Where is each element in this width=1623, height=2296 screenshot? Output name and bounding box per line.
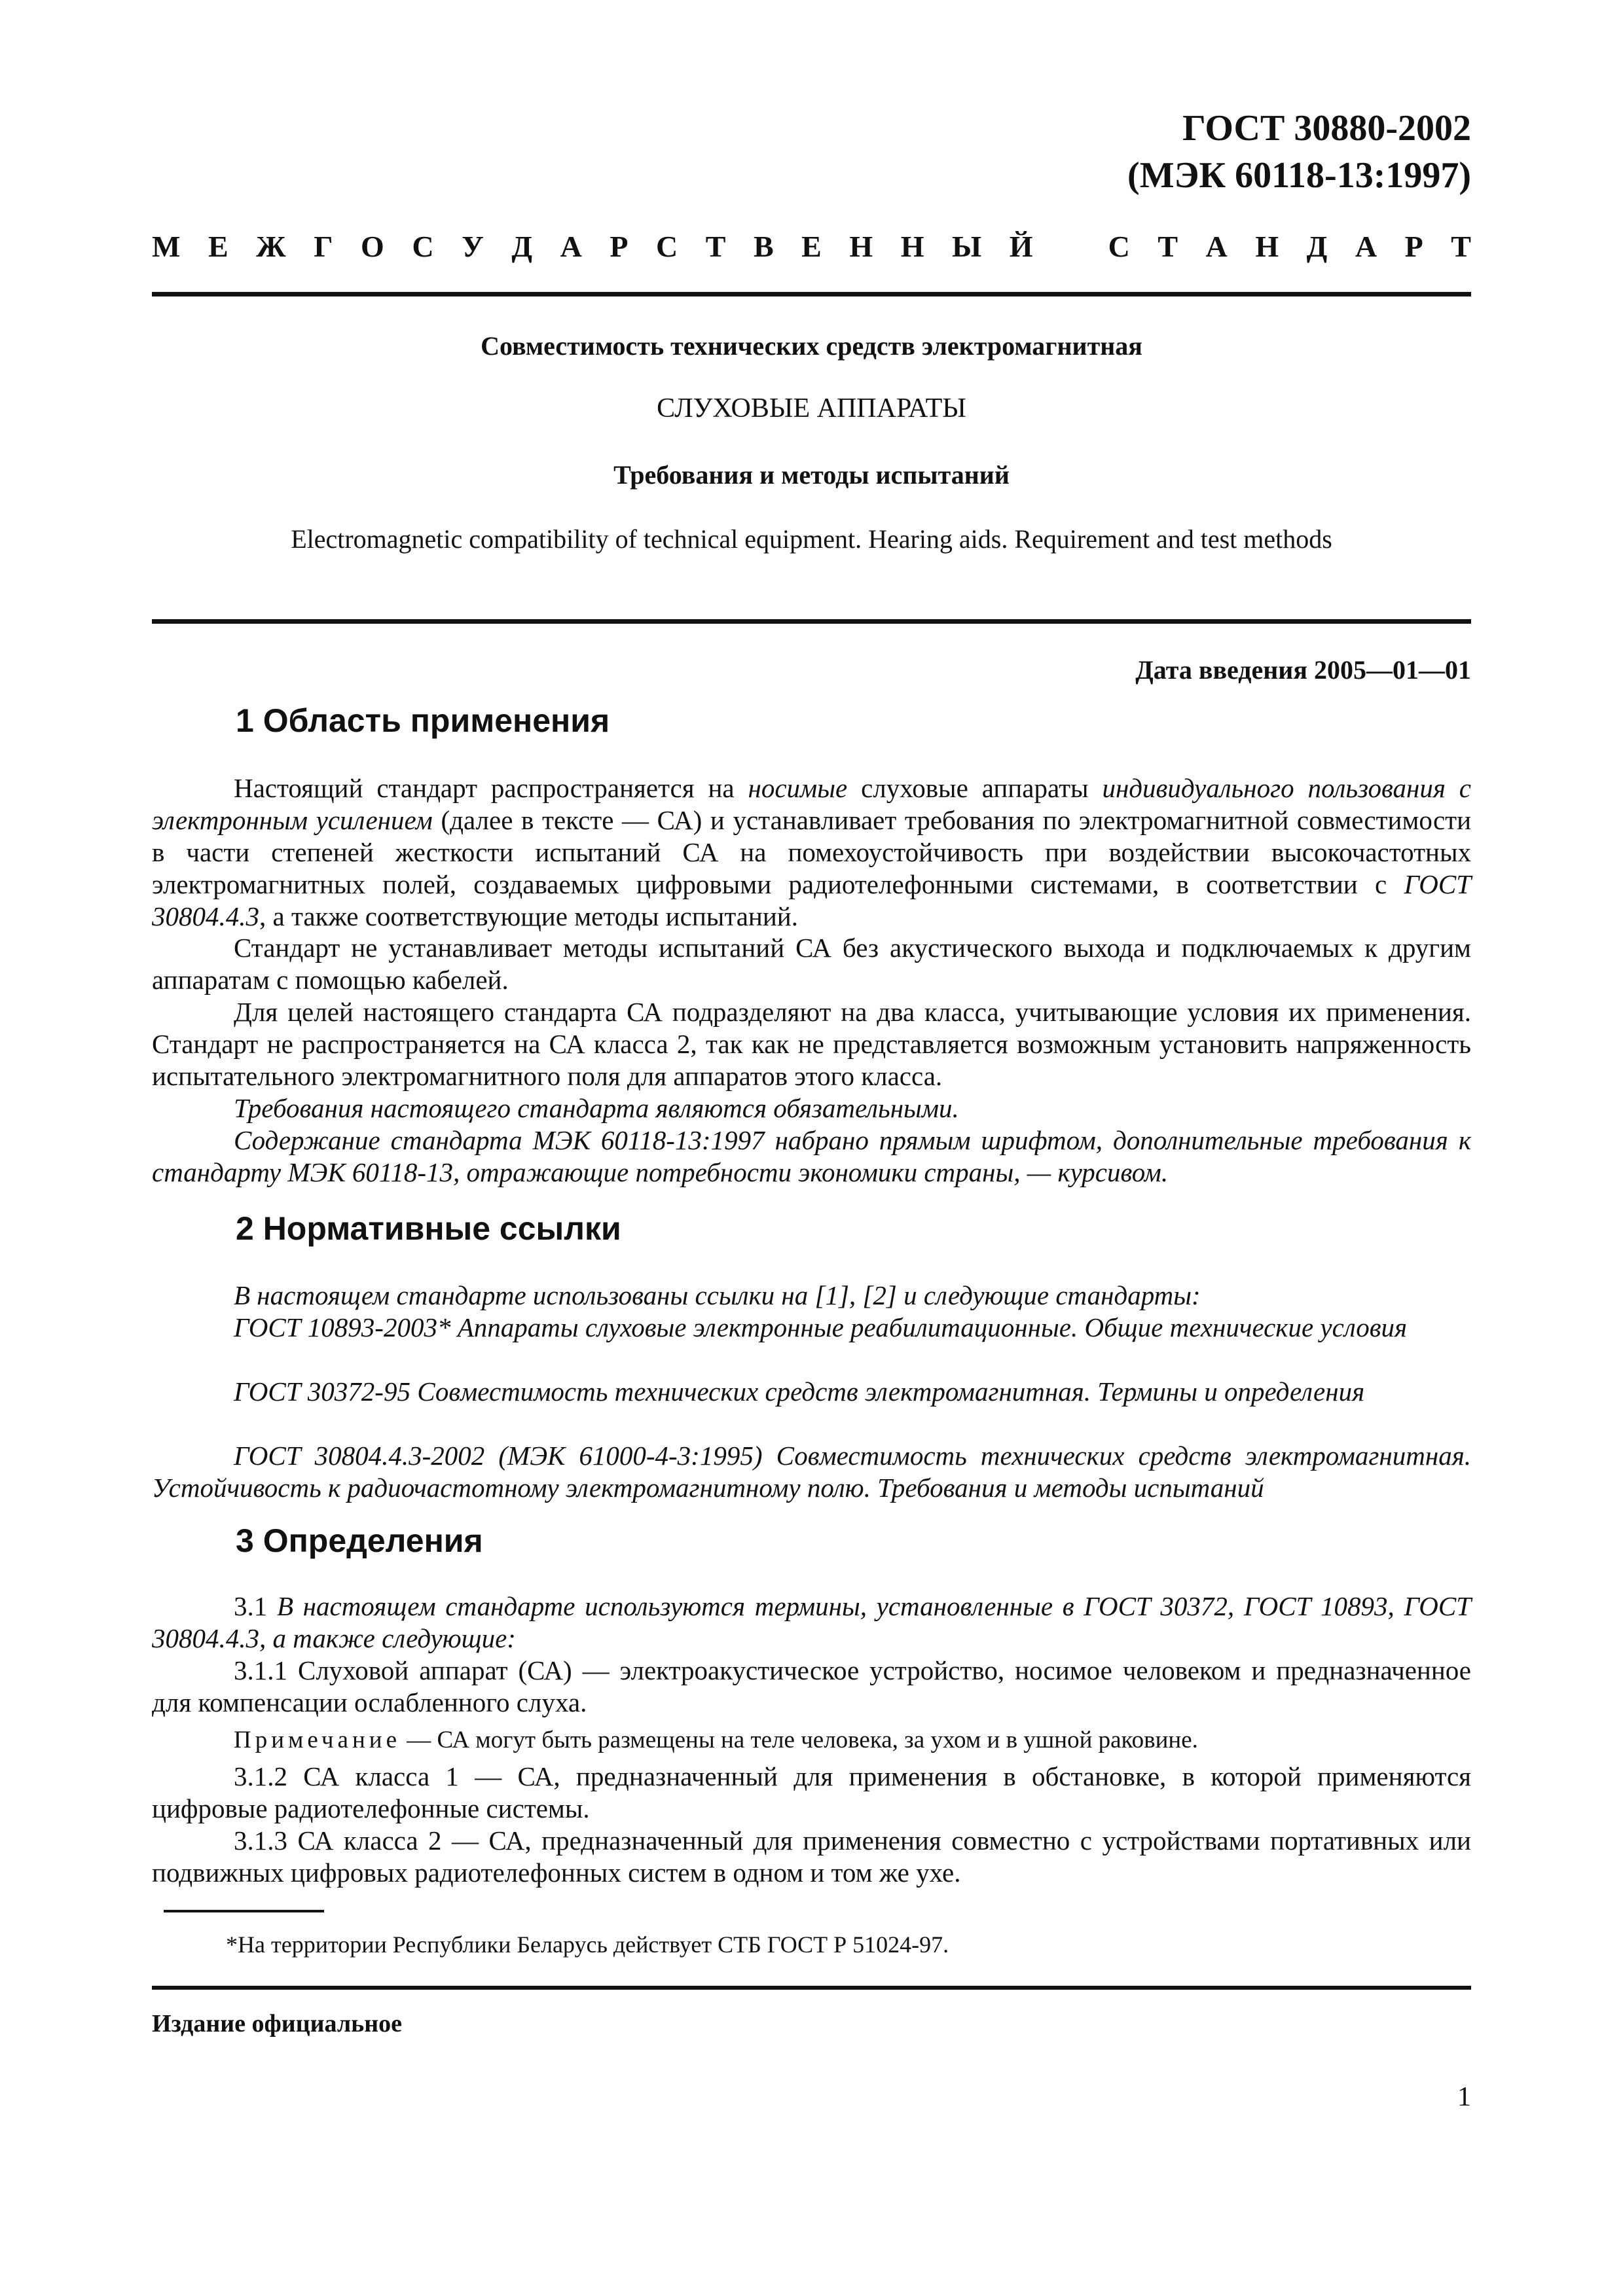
s3-p1-num: 3.1 xyxy=(234,1591,277,1621)
section2-paragraph4: ГОСТ 30804.4.3-2002 (МЭК 61000-4-3:1995) Совместимость технических средств электромагнитная. Устойчивость к радиочастотному электромагнитному полю. Требования и методы испытаний xyxy=(152,1441,1471,1503)
standard-type-letter: С xyxy=(412,230,434,263)
section1-paragraph5: Содержание стандарта МЭК 60118-13:1997 набрано прямым шрифтом, дополнительные требования к стандарту МЭК 60118-13, отражающие потребности экономики страны, — курсивом. xyxy=(152,1125,1471,1187)
section3-note xyxy=(152,1724,1471,1756)
standard-type-letter: С xyxy=(1108,230,1130,263)
s1-p1-f: ГОСТ 30804.4.3 xyxy=(152,869,1471,931)
section3-paragraph2: 3.1.1 Слуховой аппарат (СА) — электроакустическое устройство, носимое человеком и предназначенное для компенсации ослабленного слуха. xyxy=(152,1655,1471,1717)
standard-type-letter: А xyxy=(560,230,582,263)
footer-rule xyxy=(152,1986,1471,1990)
title-line2: СЛУХОВЫЕ АППАРАТЫ xyxy=(657,393,966,423)
section1-paragraph1 xyxy=(152,772,1471,933)
standard-type-letter: Е xyxy=(801,230,822,263)
standard-type-letter: Д xyxy=(511,230,533,263)
section3-paragraph3: 3.1.2 СА класса 1 — СА, предназначенный для применения в обстановке, в которой применяются цифровые радиотелефонные системы. xyxy=(152,1761,1471,1823)
title-line1: Совместимость технических средств электромагнитная xyxy=(481,331,1142,361)
note-text: — СА могут быть размещены на теле человека, за ухом и в ушной раковине. xyxy=(401,1727,1198,1753)
standard-type-letter: С xyxy=(655,230,678,263)
intro-date: Дата введения 2005—01—01 xyxy=(1135,655,1471,685)
s1-p1-c: слуховые аппараты xyxy=(847,773,1103,803)
s1-p1-g: , а также соответствующие методы испытаний. xyxy=(259,901,799,931)
header-rule xyxy=(152,292,1471,296)
footnote-rule xyxy=(164,1910,324,1912)
standard-type-letter: А xyxy=(1205,230,1228,263)
s1-p1-e: (далее в тексте — СА) и устанавливает требования по электромагнитной совместимости в части степеней жесткости испытаний СА на помехоустойчивость при воздействии высокочастотных электромагнитных полей, создаваемых цифровыми радиотелефонными системами, в соответствии с xyxy=(152,805,1472,899)
s1-p1-b: носимые xyxy=(748,773,848,803)
title-line3: Требования и методы испытаний xyxy=(613,460,1010,490)
standard-type-letter: Й xyxy=(1009,230,1033,263)
standard-type-letter: Е xyxy=(208,230,228,263)
iec-number: (МЭК 60118-13:1997) xyxy=(1127,155,1471,196)
standard-type xyxy=(152,229,1471,264)
section3-paragraph4: 3.1.3 СА класса 2 — СА, предназначенный для применения совместно с устройствами портативных или подвижных цифровых радиотелефонных систем в одном и том же ухе. xyxy=(152,1825,1471,1888)
footnote: *На территории Республики Беларусь действует СТБ ГОСТ Р 51024-97. xyxy=(226,1931,949,1958)
section1-heading: 1 Область применения xyxy=(236,702,610,739)
edition-label: Издание официальное xyxy=(152,2010,403,2037)
standard-type-letter: Т xyxy=(705,230,726,263)
standard-type-letter: О xyxy=(361,230,384,263)
standard-type-letter xyxy=(1061,229,1080,264)
standard-type-letter: Ы xyxy=(952,230,982,263)
section2-heading: 2 Нормативные ссылки xyxy=(236,1210,621,1247)
standard-type-letter: Т xyxy=(1451,230,1471,263)
standard-type-letter: Р xyxy=(1404,230,1423,263)
standard-type-letter: Г xyxy=(314,230,333,263)
standard-type-letter: У xyxy=(462,230,484,263)
section2-paragraph2: ГОСТ 10893-2003* Аппараты слуховые электронные реабилитационные. Общие технические условия xyxy=(234,1312,1408,1342)
standard-type-letter: Н xyxy=(900,230,924,263)
standard-type-letter: Н xyxy=(1255,230,1279,263)
note-label: Примечание xyxy=(234,1727,401,1753)
page-number: 1 xyxy=(1457,2082,1471,2112)
section3-heading: 3 Определения xyxy=(236,1522,483,1559)
gost-number: ГОСТ 30880-2002 xyxy=(1182,108,1471,149)
standard-type-letter: Р xyxy=(610,230,629,263)
title-rule xyxy=(152,619,1471,624)
section2-paragraph1: В настоящем стандарте использованы ссылки на [1], [2] и следующие стандарты: xyxy=(234,1280,1201,1310)
section1-paragraph3: Для целей настоящего стандарта СА подразделяют на два класса, учитывающие условия их применения. Стандарт не распространяется на СА класса 2, так как не представляется возможным установить напряженность испытательного электромагнитного поля для аппаратов этого класса. xyxy=(152,997,1471,1091)
s1-p1-a: Настоящий стандарт распространяется на xyxy=(234,773,748,803)
standard-type-letter: М xyxy=(152,230,181,263)
section1-paragraph4: Требования настоящего стандарта являются обязательными. xyxy=(234,1093,959,1123)
s1-p1-d: индивидуального пользования с электронным усилением xyxy=(152,773,1471,835)
section2-paragraph3: ГОСТ 30372-95 Совместимость технических средств электромагнитная. Термины и определения xyxy=(234,1376,1365,1407)
section3-paragraph1 xyxy=(152,1590,1471,1655)
standard-type-letter: Н xyxy=(849,230,873,263)
standard-type-letter: Ж xyxy=(256,230,286,263)
standard-type-letter: В xyxy=(753,230,774,263)
s3-p1-text: В настоящем стандарте используются термины, установленные в ГОСТ 30372, ГОСТ 10893, ГОСТ 30804.4.3, а также следующие: xyxy=(152,1591,1472,1653)
standard-type-letter: Д xyxy=(1306,230,1328,263)
standard-type-letter: А xyxy=(1355,230,1377,263)
title-english: Electromagnetic compatibility of technical equipment. Hearing aids. Requirement and test methods xyxy=(291,524,1332,554)
section1-paragraph2: Стандарт не устанавливает методы испытаний СА без акустического выхода и подключаемых к другим аппаратам с помощью кабелей. xyxy=(152,933,1471,995)
standard-type-letter: Т xyxy=(1158,230,1178,263)
